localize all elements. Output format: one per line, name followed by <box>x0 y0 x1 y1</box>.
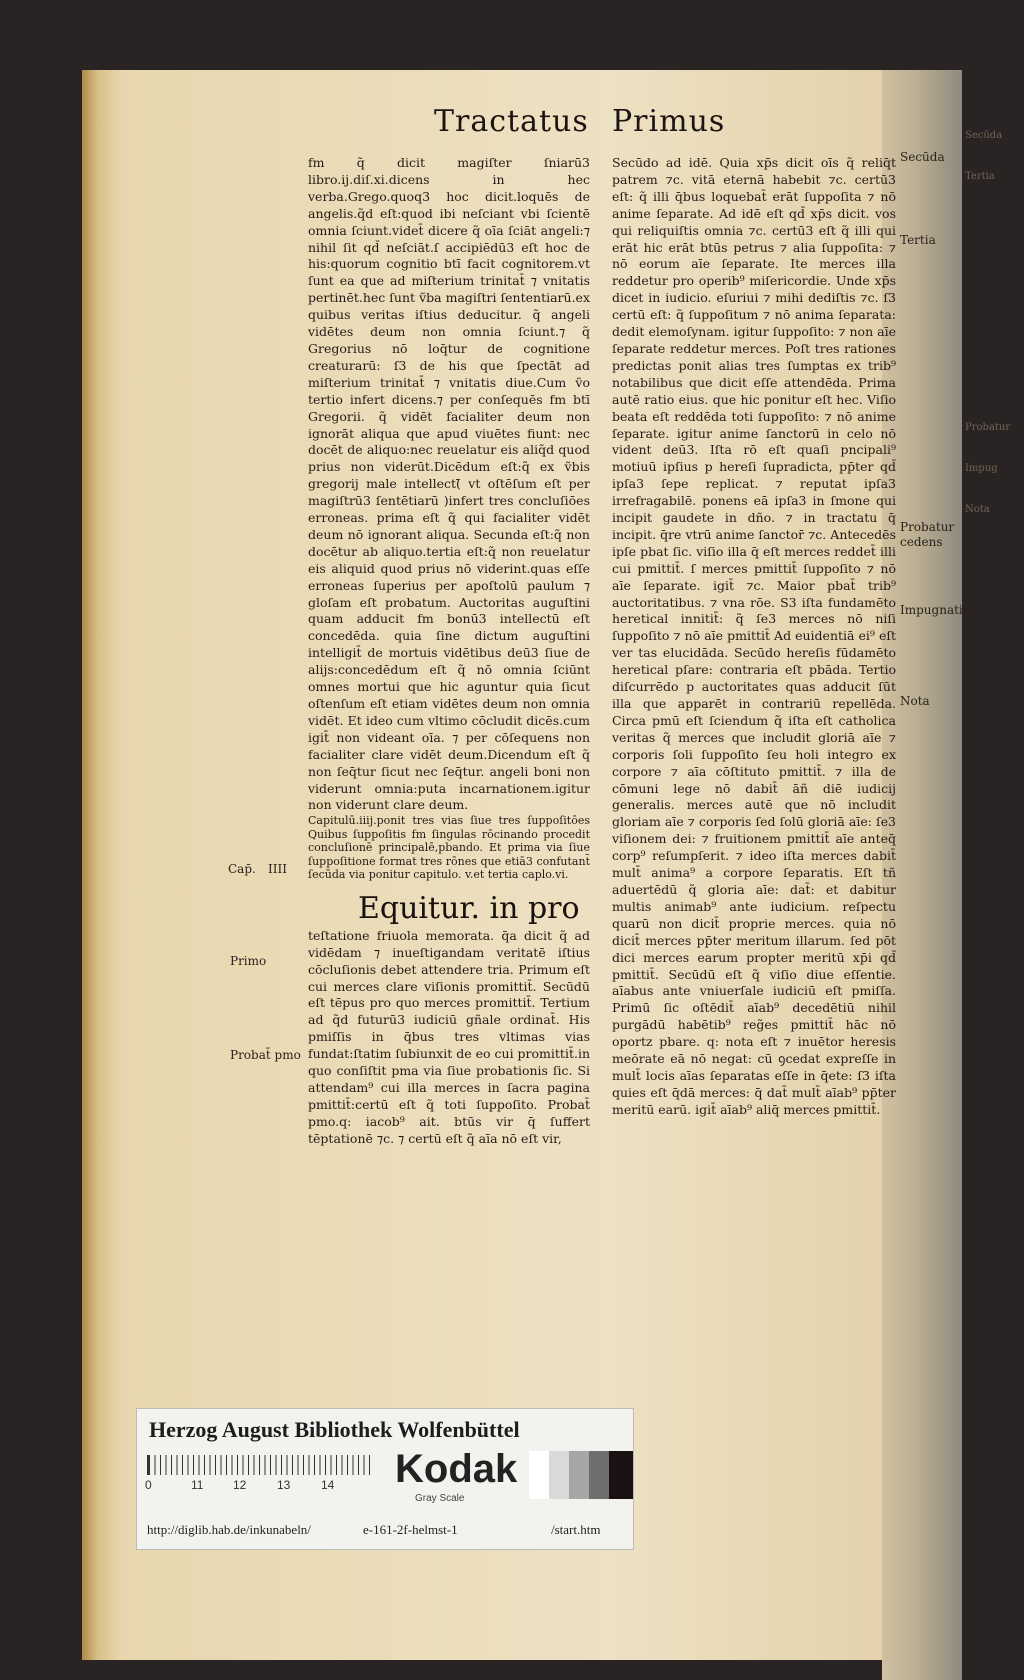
tick-label: 0 <box>145 1478 152 1492</box>
running-head-right: Primus <box>612 104 726 139</box>
tick-label: 13 <box>277 1478 291 1492</box>
gray-swatch-4 <box>589 1451 609 1499</box>
edge-fragment-5: Nota <box>965 504 990 515</box>
margin-cedens: cedens <box>900 535 943 549</box>
measure-ruler <box>147 1455 371 1475</box>
left-text-column <box>308 155 590 1148</box>
edge-fragment-1: Secūda <box>965 130 1003 141</box>
margin-tertia: Tertia <box>900 233 936 247</box>
margin-impugnatio: Impugnatio <box>900 603 970 617</box>
library-title: Herzog August Bibliothek Wolfenbüttel <box>149 1417 520 1442</box>
edge-fragment-2: Tertia <box>965 171 995 182</box>
margin-cap: Cap̄. <box>228 862 256 876</box>
next-page-edge <box>965 130 1015 545</box>
right-text-column <box>612 155 896 1119</box>
running-head-left: Tractatus <box>434 104 589 139</box>
gray-swatch-1 <box>529 1451 549 1499</box>
margin-probatur: Probatur <box>900 520 955 534</box>
edge-fragment-4: Impug <box>965 463 998 474</box>
gray-swatch-2 <box>549 1451 569 1499</box>
tick-label: 11 <box>191 1478 204 1492</box>
margin-secunda: Secūda <box>900 150 945 164</box>
chapter-incipit: Equitur. in pro <box>358 890 580 926</box>
url-end[interactable]: /start.htm <box>551 1522 601 1537</box>
color-target-card <box>136 1408 634 1550</box>
gray-scale-label: Gray Scale <box>415 1493 465 1504</box>
margin-nota: Nota <box>900 694 930 708</box>
gray-swatch-3 <box>569 1451 589 1499</box>
url-base[interactable]: http://diglib.hab.de/inkunabeln/ <box>147 1522 311 1537</box>
paragraph-2: teſtatione friuola memorata. q̄a dicit q̃ ad vidēdam ⁊ inueſtigandam veritatē iſtius cōcluſionis debet attendere tria. Primum eſt cui merces clare viſionis promittit̄. Secūdū eſt tēpus pro quo merces promittit̄. Tertium ad q̃d futurū3 iudiciū gñale ordinat̄. His pmiſſis in q̄bus tres vltimas vias fundat:ſtatim ſubiunxit de eo cui promittit̄.in quo conſiſtit pma via ſiue probationis ſic. Si attendam⁹ cui illa merces in ſacra pagina pmittit̄:certū eſt q̃ toti ſuppoſito. Probat̄ pmo.q: iacob⁹ ait. btūs vir q̄ ſuffert tēptationē ⁊c. ⁊ certū eſt q̃ aīa nō eſt vir, <box>308 927 590 1146</box>
url-identifier[interactable]: e-161-2f-helmst-1 <box>363 1522 458 1537</box>
paragraph-3: Secūdo ad idē. Quia xp̄s dicit oīs q̃ reliq̄t patrem ⁊c. vitā eternā habebit ⁊c. certū3 eſt: q̃ illi q̄bus loquebat̄ erāt ſuppoſita ⁊ nō anime ſeparate. Ad idē eſt qd̄ xp̄s dicit. vos qui reliquiſtis omnia ⁊c. certū3 eſt q̃ illi qui erāt hic erāt btūs petrus ⁊ alia ſuppoſita: ⁊ nō eorum aīe ſeparate. Ite merces illa reddetur pro operib⁹ miſericordie. Unde xp̄s dicet in iudicio. eſuriui ⁊ mihi dediſtis ⁊c. ſ3 certū eſt: q̃ ſuppoſitum ⁊ nō anima ſeparata: dedit elemoſynam. igitur ſuppoſito: ⁊ non aīe ſeparate reddetur merces. Poſt tres rationes predictas ponit alias tres ſumptas ex trib⁹ notabilibus que dicit eſſe attendēda. Prima autē ratio eius. que hic ponitur eſt hec. Viſio beata eſt reddēda toti ſuppoſito: ⁊ nō anime ſeparate. igitur anime ſanctorū in celo nō vident deū3. Iſta rō eſt quaſi pncipali⁹ motiuū ipſius p hereſi ſupradicta, pp̄ter qd̄ ipſa3 ſepe replicat. ⁊ reputat ipſa3 irrefragabilē. ponens eā ipſa3 in ſmone qui incipit gaudete in dño. ⁊ in tractatu q̄ incipit. q̄re vtrū anime ſanctor̄ ⁊c. Antecedēs ipſe pbat ſic. viſio illa q̄ eſt merces reddet̄ illi cui pmittit̄. ſ merces pmittit̄ ſuppoſito ⁊ nō aīe ſeparate. igit̄ ⁊c. Maior pbat̄ trib⁹ auctoritatibus. ⁊ vna rōe. S3 iſta fundamēto heretical innitit̄: q̃ ſe3 merces nō niſi ſuppoſito ⁊ nō aīe pmittit̄ Ad euidentiā ei⁹ eſt ver tas elucidāda. Secūdo hereſis fūdamēto heretical pſare: contraria eſt pbāda. Tertio diſcurrēdo p auctoritates quas adducit ſūt illa que apparēt in contrariū repellēda. Circa pmū eſt ſciendum q̃ iſta eſt catholica veritas q̃ merces que includit gloriā aīe ⁊ corporis ſoli ſuppoſito ſeu holi integro ex corpore ⁊ aīa cōſtituto pmittit̄. ⁊ illa de cōmuni lege nō dabit̄ āñ diē iudicij generalis. merces autē que nō includit gloriam aīe ⁊ corporis ſed ſolū gloriā aīe: ſe3 viſionem dei: ⁊ fruitionem pmittit̄ aīe anteq̄ corp⁹ reſumpſerit. ⁊ ideo iſta merces dabit̄ mult̄ anima⁹ a corpore ſeparatis. Eſt tñ aduertēdū q̃ gloria aīe: dat̄: et dabitur multis animab⁹ ante iudicium. reſpectu quarū non dicit̄ proprie merces. quia nō dicit̄ merces pp̄ter meritum illarum. ſed pōt dici merces earum propter meritū xp̄i qd̄ pmittit̄. Secūdū eſt q̃ viſio diue eſſentie. aīabus ante vniuerſale iudiciū eſt pmiſſa. Primū ſic oſtēdit̄ aīab⁹ decedētiū nihil purgādū habētib⁹ reg̃es pmittit̄ hāc nō oportz pbare. q: nota eſt ⁊ inuētor heresis meōrate eā nō negat: cū ꝯcedat expreſſe in mult̄ locis aīas ſeparatas eſſe in q̄ete: ſ3 iſta quies eſt q̄dā merces: q̄ dat̄ mult̄ aīab⁹ pp̄ter meritū earū. igit̄ aīab⁹ aliq̄ merces pmittit̄. <box>612 155 896 1117</box>
paragraph-1: fm q̃ dicit magiſter ſniarū3 libro.ij.diſ.xi.dicens in hec verba.Grego.quoq3 hoc dicit.loquēs de angelis.q̃d eſt:quod ibi neſciant vbi ſcientē omnia ſciunt.videt̄ dicere q̃ oīa ſciāt angeli:⁊ nihil ſit qd̄ neſciāt.ſ accipiēdū3 eſt hoc de his:quorum cognitio btī facit cognitorem.vt ſunt ea que ad miſterium trinitat̄ ⁊ vnitatis pertinēt.hec ſunt ṽba magiſtri ſententiarū.ex quibus veritas iſtius deducitur. q̃ angeli vidētes deum non omnia ſciunt.⁊ q̃ Gregorius nō loq̄tur de cognitione creaturarū: ſ3 de his que ſpectāt ad miſterium trinitat̄ ⁊ vnitatis diue.Cum ṽo tertio infert dicens.⁊ per conſequēs fm btī Gregorii. q̃ vidēt facialiter deum non ignorāt aliqua que apud viuētes fiunt: nec docēt de aliquo:nec reuelatur eis aliq̃d quod prius non viderūt.Dicēdum eſt:q̃ ex ṽbis gregorij male intellect(̄ vt oſtēſum eſt per magiſtrū3 ſentētiarū )infert tres concluſiōes erroneas. prima eſt q̃ qui facialiter vidēt deum nō ignorant aliqua. Secunda eſt:q̃ non docētur ab aliquo.tertia eſt:q̃ non reuelatur eis aliquid quod prius nō viderint.quas eſſe erroneas ſuperius per apoſtolū paulum ⁊ gloſam eſt probatum. Auctoritas auguſtini quam adducit fm bonū3 intellectū eſt concedēda. quia ſine dictum auguſtini intelligit̄ de mortuis vidētibus deū3 ſiue de alijs:concedēdum eſt q̃ nō omnia ſciūnt omnes mortui que hic aguntur quia ſicut oſtenſum eſt etiam vidētes deum non omnia vidēt. Et ideo cum vltimo cōcludit dicēs.cum igit̄ non videant oīa. ⁊ per cōſequens non facialiter clare vidēt deum.Dicendum eſt q̃ non ſeq̄tur ſicut nec ſeq̄tur. angeli boni non viderunt omnia:puta incarnationem.igitur non viderunt clare deum. <box>308 155 590 813</box>
kodak-logo: Kodak <box>395 1447 518 1491</box>
margin-probat-pmo: Probat̄ pmo <box>230 1048 301 1062</box>
gray-swatch-5 <box>609 1451 633 1499</box>
tick-label: 14 <box>321 1478 335 1492</box>
tick-label: 12 <box>233 1478 247 1492</box>
margin-primo: Primo <box>230 954 267 968</box>
edge-fragment-3: Probatur <box>965 422 1011 433</box>
margin-cap-number: IIII <box>268 862 287 876</box>
chapter-summary: Capitulū.iiij.ponit tres vias ſiue tres ſuppoſitōes Quibus ſuppoſitis fm ſingulas rōcinando procedit concluſionē principalē,pbando. Et prima via ſiue ſuppoſitione format tres rōnes que etiā3 confutant̄ ſecūda via ponitur capitulo. v.et tertia caplo.vi. <box>308 814 590 882</box>
